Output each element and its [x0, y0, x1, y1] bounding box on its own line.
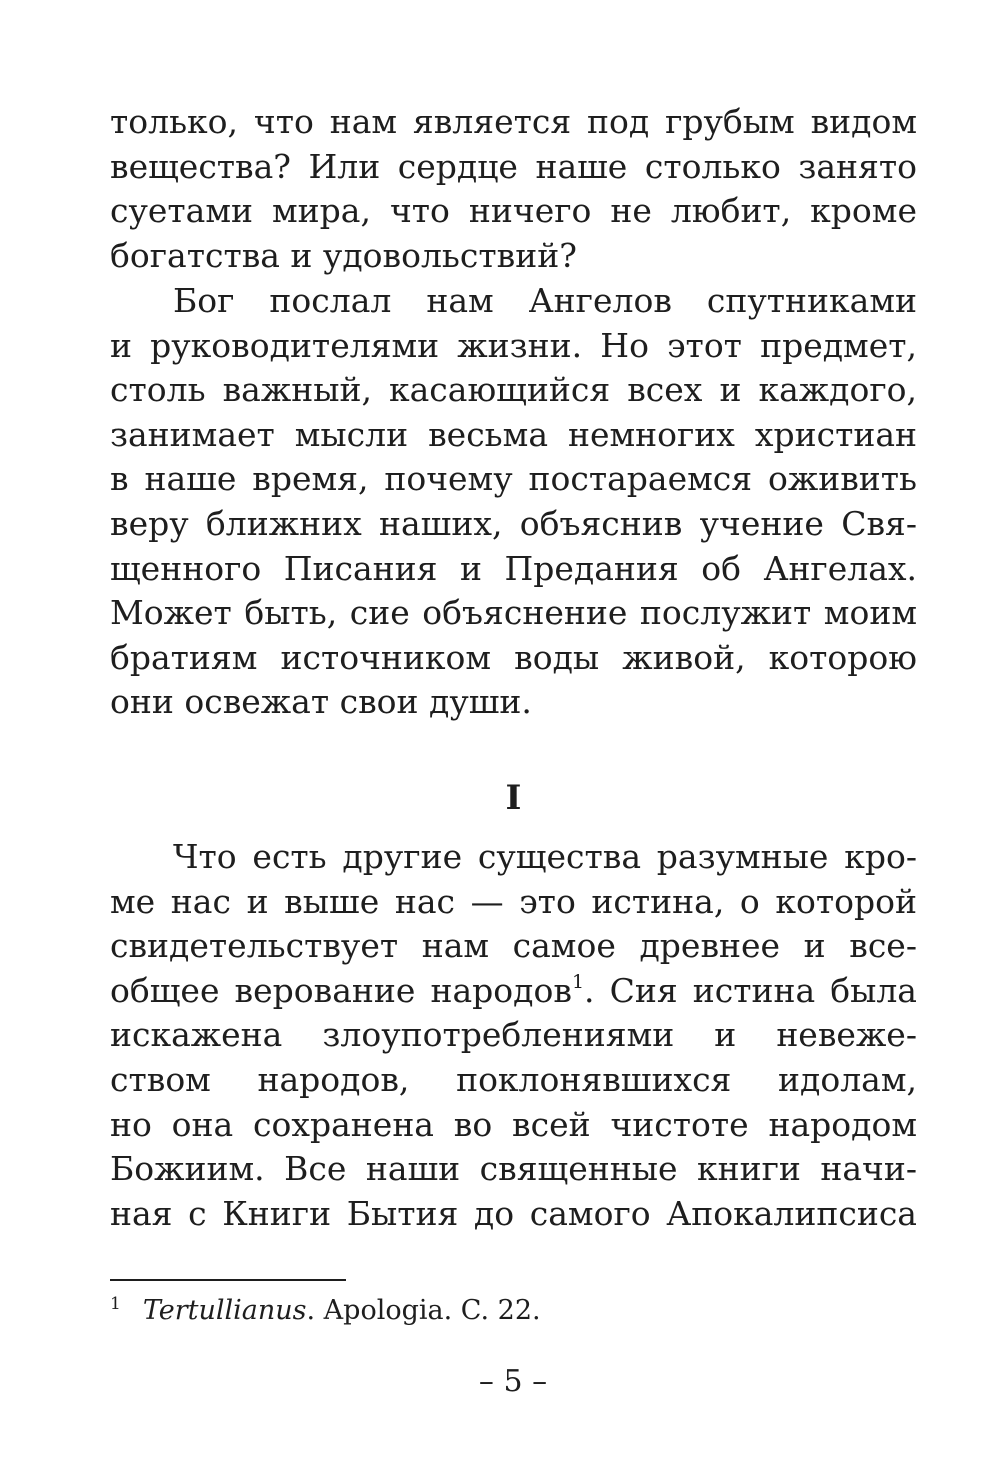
paragraph-section-one [110, 835, 917, 1236]
text-line: братиям источником воды живой, которою [110, 637, 917, 677]
text-line: Бог послал нам Ангелов спутниками [173, 281, 917, 320]
text-fragment: . Сия истина была [584, 970, 917, 1010]
text-line: вещества? Или сердце наше столько занято [110, 146, 917, 186]
text-line: Что есть другие существа разумные кро- [173, 837, 917, 876]
text-line: только, что нам является под грубым видом [110, 102, 917, 141]
footnote-divider [110, 1279, 346, 1281]
text-line: ная с Книги Бытия до самого Апокалипсиса [110, 1193, 917, 1233]
text-line: ством народов, поклонявшихся идолам, [110, 1059, 917, 1099]
text-line: в наше время, почему постараемся оживить [110, 459, 917, 499]
footnote-author: Tertullianus [142, 1295, 307, 1326]
text-line: Может быть, сие объяснение послужит моим [110, 593, 917, 633]
text-line: свидетельствует нам самое древнее и все- [110, 926, 917, 966]
text-line: веру ближних наших, объяснив учение Свя- [110, 503, 917, 543]
footnote-source: . Apologia. C. 22. [306, 1295, 541, 1326]
page-number: – 5 – [478, 1364, 548, 1399]
text-line: щенного Писания и Предания об Ангелах. [110, 548, 917, 588]
paragraph-continuation [110, 100, 917, 278]
paragraph-angels [110, 279, 917, 725]
footnote-reference[interactable]: 1 [571, 970, 585, 993]
text-line: но она сохранена во всей чистоте народом [110, 1104, 917, 1144]
text-line: занимает мысли весьма немногих христиан [110, 414, 917, 454]
text-line: столь важный, касающийся всех и каждого, [110, 370, 917, 410]
footnote-number: 1 [110, 1294, 121, 1314]
text-fragment: общее верование народов [110, 970, 572, 1010]
text-line-with-footnote [110, 969, 917, 1014]
text-line: Божиим. Все наши священные книги начи- [110, 1149, 917, 1189]
footnote [110, 1291, 541, 1331]
text-line: и руководителями жизни. Но этот предмет, [110, 325, 917, 365]
text-line: суетами мира, что ничего не любит, кроме [110, 191, 917, 231]
text-line: они освежат свои души. [110, 682, 532, 722]
text-line: ме нас и выше нас — это истина, о которой [110, 881, 917, 921]
text-line: богатства и удовольствий? [110, 235, 577, 275]
text-line: искажена злоупотреблениями и невеже- [110, 1015, 917, 1055]
section-heading: I [505, 778, 522, 818]
